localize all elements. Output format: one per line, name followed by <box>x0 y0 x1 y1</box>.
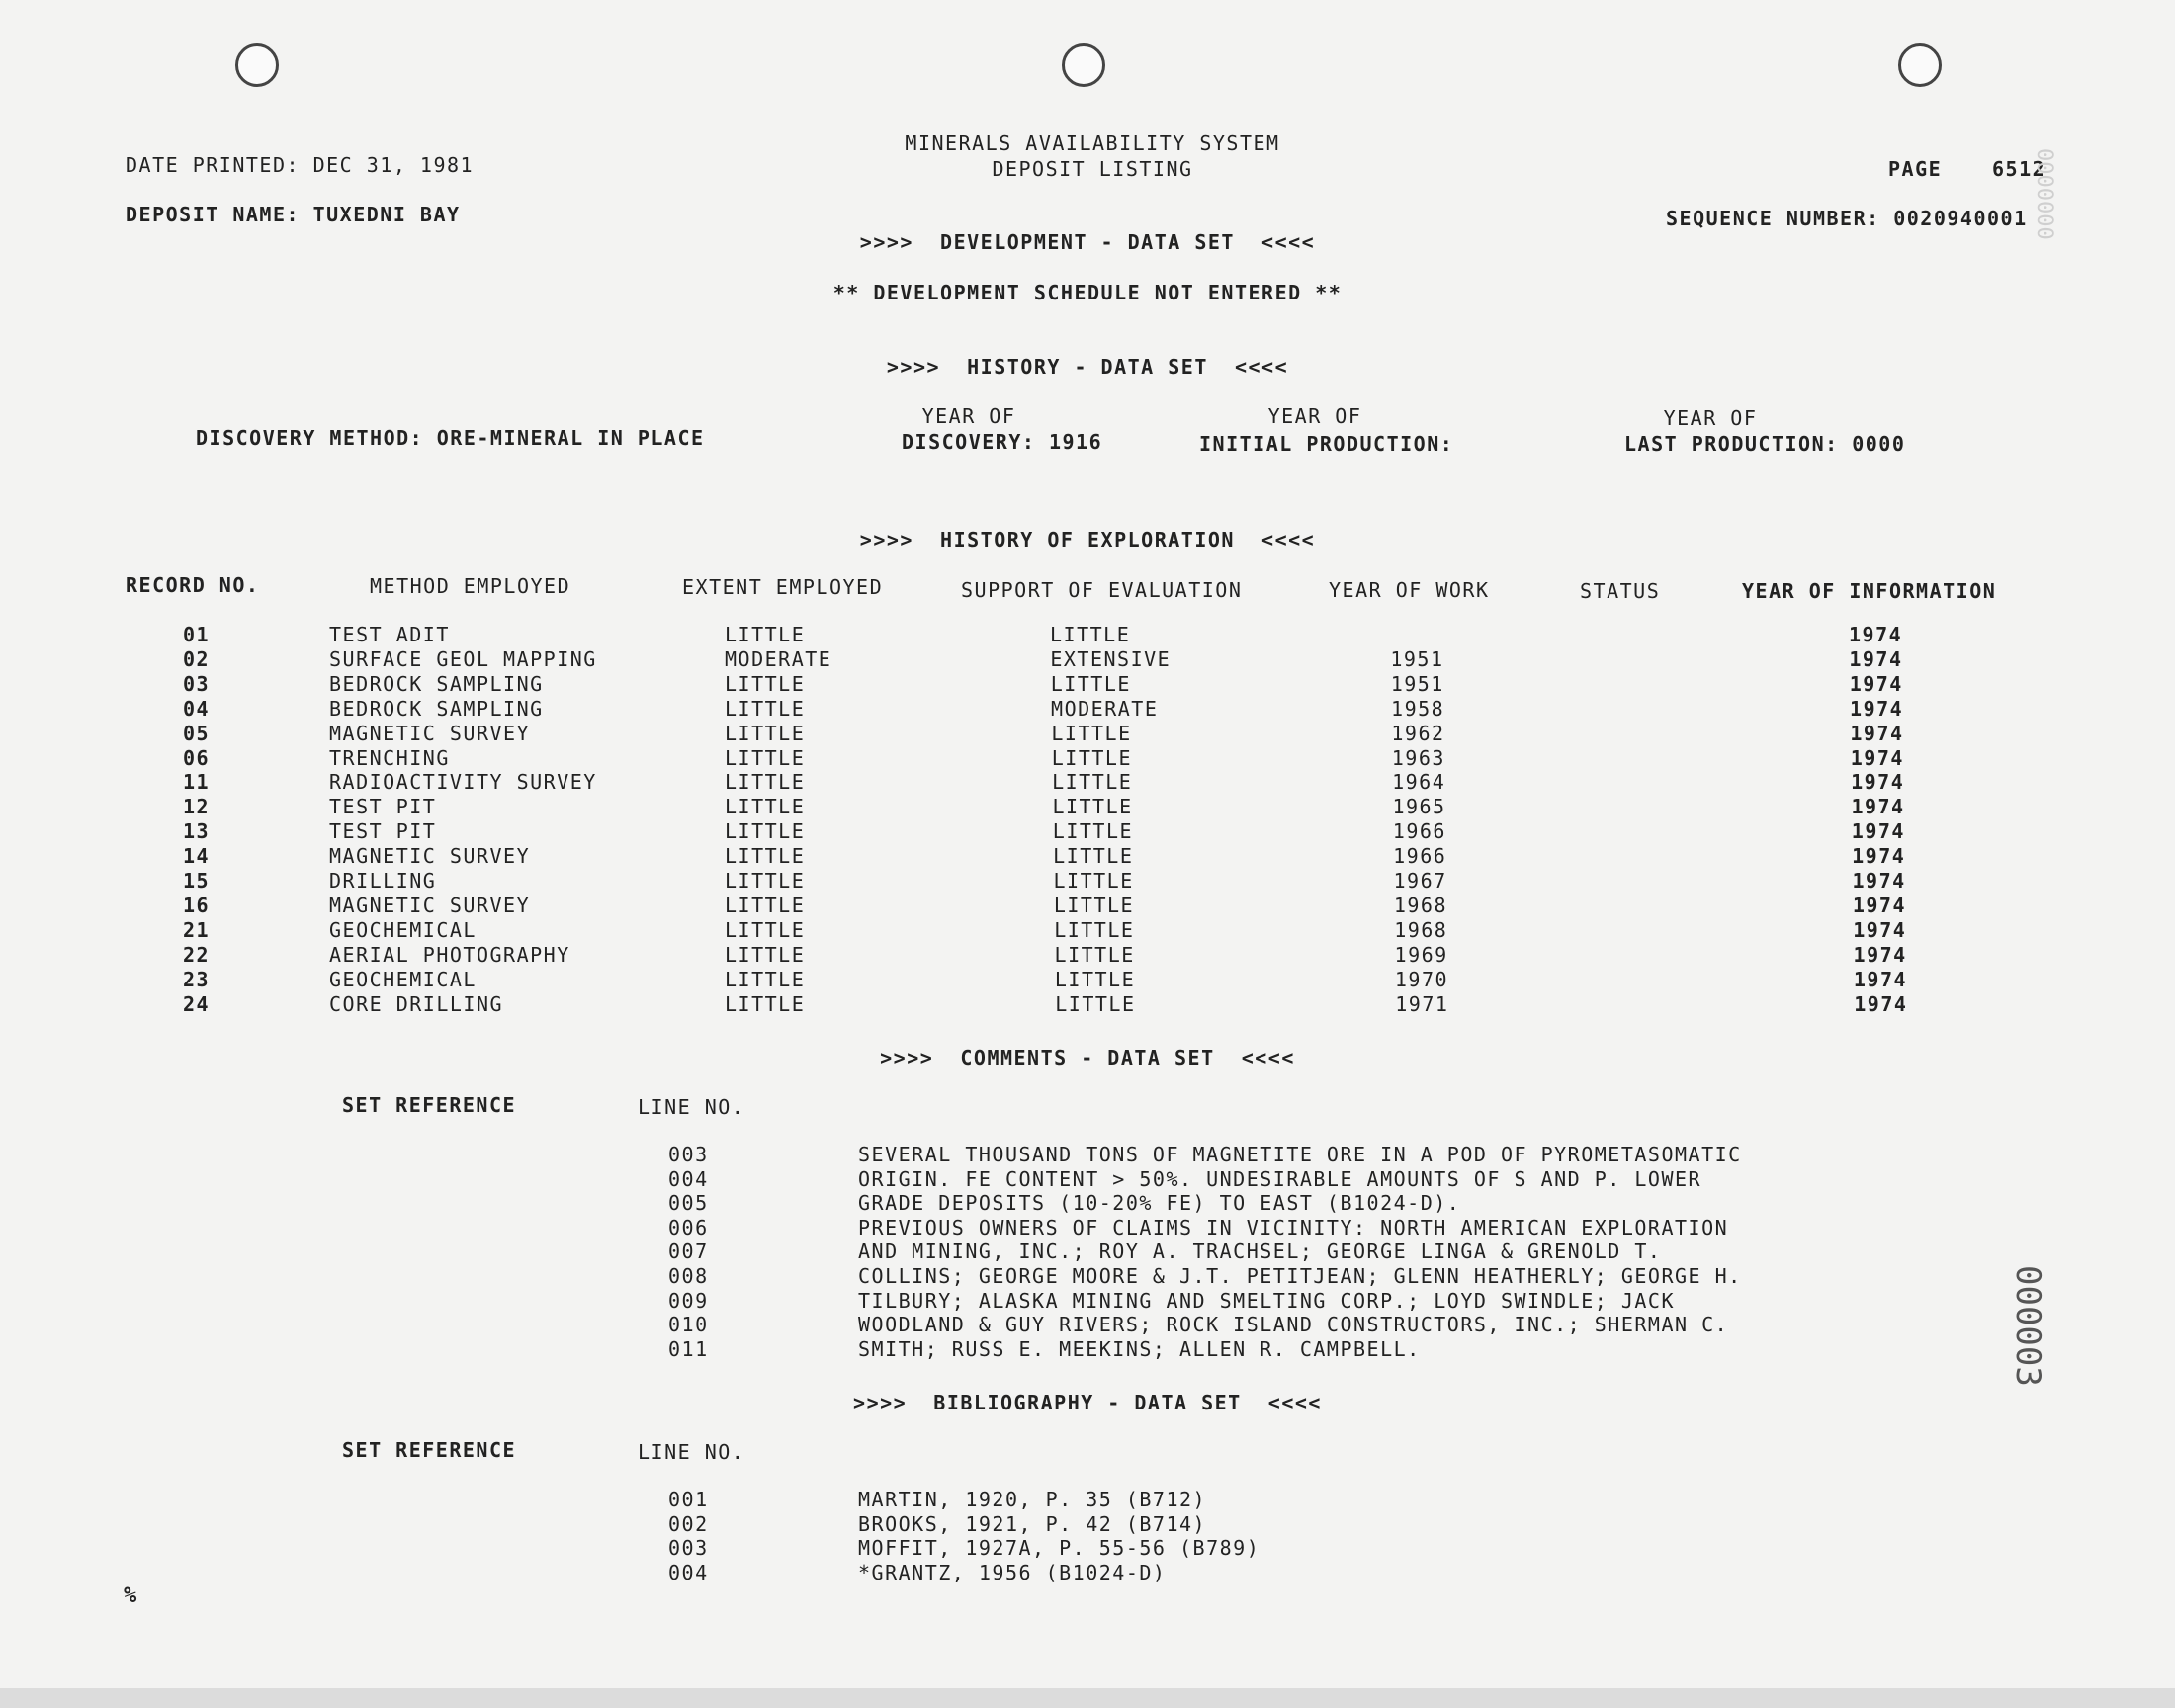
extent-employed: LITTLE <box>725 917 806 942</box>
table-row <box>0 722 2175 746</box>
punch-hole-right <box>1898 43 1942 87</box>
record-no: 06 <box>183 745 211 770</box>
year-of-label-last: YEAR OF <box>1663 406 1758 430</box>
last-production: LAST PRODUCTION: 0000 <box>1624 432 1906 456</box>
table-row <box>0 623 2175 647</box>
line-number: 004 <box>668 1166 709 1191</box>
bibliography-col-set-reference: SET REFERENCE <box>342 1438 517 1462</box>
year-of-information: 1974 <box>1854 991 1908 1016</box>
development-heading: >>>> DEVELOPMENT - DATA SET <<<< <box>859 230 1316 254</box>
method-employed: MAGNETIC SURVEY <box>329 844 531 869</box>
record-no: 02 <box>183 646 211 671</box>
record-no: 12 <box>183 795 211 819</box>
year-of-work: 1968 <box>1393 893 1448 917</box>
extent-employed: LITTLE <box>725 696 806 721</box>
year-of-work: 1966 <box>1393 844 1447 869</box>
table-row <box>0 647 2175 672</box>
support-of-evaluation: LITTLE <box>1050 623 1131 646</box>
record-no: 23 <box>183 967 211 991</box>
list-item <box>0 1313 2175 1337</box>
line-text: WOODLAND & GUY RIVERS; ROCK ISLAND CONSTRUCTORS, INC.; SHERMAN C. <box>858 1313 1729 1337</box>
list-item <box>0 1143 2175 1167</box>
support-of-evaluation: MODERATE <box>1051 696 1159 721</box>
table-row <box>0 770 2175 795</box>
table-row <box>0 992 2175 1017</box>
line-text: PREVIOUS OWNERS OF CLAIMS IN VICINITY: NORTH AMERICAN EXPLORATION <box>858 1215 1729 1239</box>
record-no: 01 <box>183 623 211 646</box>
record-no: 21 <box>183 917 211 942</box>
year-of-information: 1974 <box>1852 893 1907 917</box>
list-item <box>0 1191 2175 1216</box>
support-of-evaluation: LITTLE <box>1052 770 1133 795</box>
percent-mark: % <box>124 1583 138 1608</box>
col-record-no: RECORD NO. <box>126 573 260 597</box>
table-row <box>0 819 2175 844</box>
extent-employed: LITTLE <box>725 844 806 869</box>
line-text: SEVERAL THOUSAND TONS OF MAGNETITE ORE IN A POD OF PYROMETASOMATIC <box>858 1143 1742 1166</box>
year-of-work: 1958 <box>1391 696 1445 721</box>
list-item <box>0 1264 2175 1289</box>
punch-hole-left <box>235 43 279 87</box>
method-employed: AERIAL PHOTOGRAPHY <box>329 942 570 967</box>
table-row <box>0 869 2175 894</box>
col-year-of-information: YEAR OF INFORMATION <box>1742 579 1997 603</box>
sequence-number: SEQUENCE NUMBER: 0020940001 <box>1666 207 2028 230</box>
comments-col-set-reference: SET REFERENCE <box>342 1093 517 1117</box>
list-item <box>0 1289 2175 1314</box>
system-title: MINERALS AVAILABILITY SYSTEM <box>905 131 1280 155</box>
line-text: *GRANTZ, 1956 (B1024-D) <box>858 1560 1167 1584</box>
support-of-evaluation: LITTLE <box>1053 869 1134 893</box>
year-of-information: 1974 <box>1850 721 1904 745</box>
record-no: 14 <box>183 844 211 869</box>
year-of-information: 1974 <box>1849 623 1903 646</box>
record-no: 04 <box>183 696 211 721</box>
extent-employed: LITTLE <box>725 770 806 795</box>
extent-employed: LITTLE <box>725 869 806 893</box>
extent-employed: LITTLE <box>725 893 806 917</box>
support-of-evaluation: LITTLE <box>1053 844 1134 869</box>
year-of-work: 1969 <box>1394 942 1448 967</box>
method-employed: DRILLING <box>329 869 437 893</box>
support-of-evaluation: LITTLE <box>1052 819 1134 844</box>
record-no: 22 <box>183 942 211 967</box>
method-employed: TRENCHING <box>329 745 450 770</box>
year-of-discovery: DISCOVERY: 1916 <box>902 430 1103 454</box>
line-text: TILBURY; ALASKA MINING AND SMELTING CORP.; LOYD SWINDLE; JACK <box>858 1288 1676 1313</box>
line-text: COLLINS; GEORGE MOORE & J.T. PETITJEAN; GLENN HEATHERLY; GEORGE H. <box>858 1264 1742 1288</box>
line-number: 001 <box>668 1488 709 1511</box>
extent-employed: LITTLE <box>725 819 806 844</box>
line-number: 005 <box>668 1191 709 1216</box>
year-of-information: 1974 <box>1851 770 1905 795</box>
year-of-work: 1971 <box>1395 991 1449 1016</box>
year-of-label-discovery: YEAR OF <box>921 404 1016 428</box>
line-text: SMITH; RUSS E. MEEKINS; ALLEN R. CAMPBELL. <box>858 1336 1421 1361</box>
extent-employed: LITTLE <box>725 745 806 770</box>
method-employed: GEOCHEMICAL <box>329 917 477 942</box>
line-text: BROOKS, 1921, P. 42 (B714) <box>858 1511 1207 1536</box>
extent-employed: MODERATE <box>725 646 832 671</box>
deposit-name: DEPOSIT NAME: TUXEDNI BAY <box>126 203 461 226</box>
line-text: AND MINING, INC.; ROY A. TRACHSEL; GEORGE LINGA & GRENOLD T. <box>858 1239 1662 1264</box>
year-of-information: 1974 <box>1852 844 1906 869</box>
year-of-information: 1974 <box>1850 696 1904 721</box>
page-label: PAGE <box>1888 157 1943 181</box>
year-of-information: 1974 <box>1851 795 1905 819</box>
support-of-evaluation: LITTLE <box>1052 795 1133 819</box>
method-employed: BEDROCK SAMPLING <box>329 696 544 721</box>
method-employed: CORE DRILLING <box>329 991 504 1016</box>
record-no: 24 <box>183 991 211 1016</box>
line-text: GRADE DEPOSITS (10-20% FE) TO EAST (B1024-D). <box>858 1191 1461 1216</box>
method-employed: MAGNETIC SURVEY <box>329 893 531 917</box>
support-of-evaluation: LITTLE <box>1051 721 1132 745</box>
extent-employed: LITTLE <box>725 721 806 745</box>
line-number: 010 <box>668 1313 709 1337</box>
method-employed: SURFACE GEOL MAPPING <box>329 646 597 671</box>
support-of-evaluation: LITTLE <box>1054 967 1136 991</box>
extent-employed: LITTLE <box>725 795 806 819</box>
punch-hole-center <box>1062 43 1105 87</box>
year-of-work: 1964 <box>1392 770 1446 795</box>
line-number: 009 <box>668 1288 709 1313</box>
line-number: 008 <box>668 1264 709 1288</box>
year-of-information: 1974 <box>1849 646 1903 671</box>
line-number: 003 <box>668 1143 709 1166</box>
margin-page-number <box>2009 1265 2046 1315</box>
col-extent-employed: EXTENT EMPLOYED <box>682 575 884 599</box>
table-row <box>0 697 2175 722</box>
year-of-information: 1974 <box>1853 917 1907 942</box>
page-number: 6512 <box>1992 157 2046 181</box>
year-of-work: 1970 <box>1394 967 1449 991</box>
line-number: 004 <box>668 1560 709 1584</box>
list-item <box>0 1239 2175 1264</box>
line-number: 003 <box>668 1536 709 1561</box>
list-item <box>0 1216 2175 1240</box>
table-row <box>0 672 2175 697</box>
table-row <box>0 795 2175 819</box>
method-employed: MAGNETIC SURVEY <box>329 721 531 745</box>
bibliography-col-line-no: LINE NO. <box>638 1440 745 1464</box>
line-number: 007 <box>668 1239 709 1264</box>
list-item <box>0 1561 2175 1585</box>
support-of-evaluation: LITTLE <box>1054 917 1135 942</box>
year-of-information: 1974 <box>1850 745 1904 770</box>
year-of-work: 1951 <box>1390 671 1444 696</box>
discovery-method: DISCOVERY METHOD: ORE-MINERAL IN PLACE <box>196 426 705 450</box>
year-of-work: 1963 <box>1391 745 1445 770</box>
record-no: 16 <box>183 893 211 917</box>
method-employed: TEST ADIT <box>329 623 450 646</box>
method-employed: TEST PIT <box>329 819 437 844</box>
record-no: 15 <box>183 869 211 893</box>
record-no: 13 <box>183 819 211 844</box>
year-of-information: 1974 <box>1851 819 1905 844</box>
support-of-evaluation: EXTENSIVE <box>1050 646 1172 671</box>
method-employed: RADIOACTIVITY SURVEY <box>329 770 597 795</box>
table-row <box>0 894 2175 918</box>
history-heading: >>>> HISTORY - DATA SET <<<< <box>886 355 1289 379</box>
support-of-evaluation: LITTLE <box>1054 942 1135 967</box>
list-item <box>0 1167 2175 1192</box>
list-item <box>0 1536 2175 1561</box>
line-number: 006 <box>668 1215 709 1239</box>
year-of-work: 1962 <box>1391 721 1445 745</box>
initial-production: INITIAL PRODUCTION: <box>1199 432 1454 456</box>
list-item <box>0 1488 2175 1512</box>
extent-employed: LITTLE <box>725 671 806 696</box>
method-employed: TEST PIT <box>329 795 437 819</box>
year-of-information: 1974 <box>1853 942 1907 967</box>
record-no: 11 <box>183 770 211 795</box>
extent-employed: LITTLE <box>725 967 806 991</box>
support-of-evaluation: LITTLE <box>1050 671 1131 696</box>
year-of-work: 1968 <box>1394 917 1448 942</box>
line-text: ORIGIN. FE CONTENT > 50%. UNDESIRABLE AMOUNTS OF S AND P. LOWER <box>858 1166 1702 1191</box>
table-row <box>0 968 2175 992</box>
table-row <box>0 943 2175 968</box>
line-number: 011 <box>668 1336 709 1361</box>
development-note: ** DEVELOPMENT SCHEDULE NOT ENTERED ** <box>832 281 1343 304</box>
col-year-of-work: YEAR OF WORK <box>1329 578 1490 602</box>
bibliography-heading: >>>> BIBLIOGRAPHY - DATA SET <<<< <box>853 1391 1322 1414</box>
line-text: MARTIN, 1920, P. 35 (B712) <box>858 1488 1207 1511</box>
comments-col-line-no: LINE NO. <box>638 1095 745 1119</box>
table-row <box>0 844 2175 869</box>
page-bottom-edge <box>0 1688 2175 1708</box>
extent-employed: LITTLE <box>725 942 806 967</box>
method-employed: BEDROCK SAMPLING <box>329 671 544 696</box>
year-of-information: 1974 <box>1849 671 1903 696</box>
faint-margin-number <box>2032 148 2056 188</box>
table-row <box>0 918 2175 943</box>
listing-title: DEPOSIT LISTING <box>992 157 1193 181</box>
comments-heading: >>>> COMMENTS - DATA SET <<<< <box>880 1046 1295 1069</box>
list-item <box>0 1512 2175 1537</box>
method-employed: GEOCHEMICAL <box>329 967 477 991</box>
year-of-work: 1951 <box>1390 646 1444 671</box>
col-support-of-evaluation: SUPPORT OF EVALUATION <box>961 578 1243 602</box>
extent-employed: LITTLE <box>725 623 806 646</box>
year-of-work: 1966 <box>1392 819 1446 844</box>
support-of-evaluation: LITTLE <box>1055 991 1136 1016</box>
record-no: 05 <box>183 721 211 745</box>
year-of-work: 1965 <box>1392 795 1446 819</box>
year-of-work: 1967 <box>1393 869 1447 893</box>
date-printed: DATE PRINTED: DEC 31, 1981 <box>126 153 475 177</box>
record-no: 03 <box>183 671 211 696</box>
list-item <box>0 1337 2175 1362</box>
exploration-heading: >>>> HISTORY OF EXPLORATION <<<< <box>859 528 1316 552</box>
col-method-employed: METHOD EMPLOYED <box>370 574 571 598</box>
line-text: MOFFIT, 1927A, P. 55-56 (B789) <box>858 1536 1261 1561</box>
support-of-evaluation: LITTLE <box>1051 745 1132 770</box>
year-of-label-initial: YEAR OF <box>1267 404 1362 428</box>
support-of-evaluation: LITTLE <box>1053 893 1135 917</box>
year-of-information: 1974 <box>1852 869 1906 893</box>
year-of-information: 1974 <box>1853 967 1908 991</box>
col-status: STATUS <box>1580 579 1661 603</box>
table-row <box>0 746 2175 771</box>
extent-employed: LITTLE <box>725 991 806 1016</box>
line-number: 002 <box>668 1511 709 1536</box>
